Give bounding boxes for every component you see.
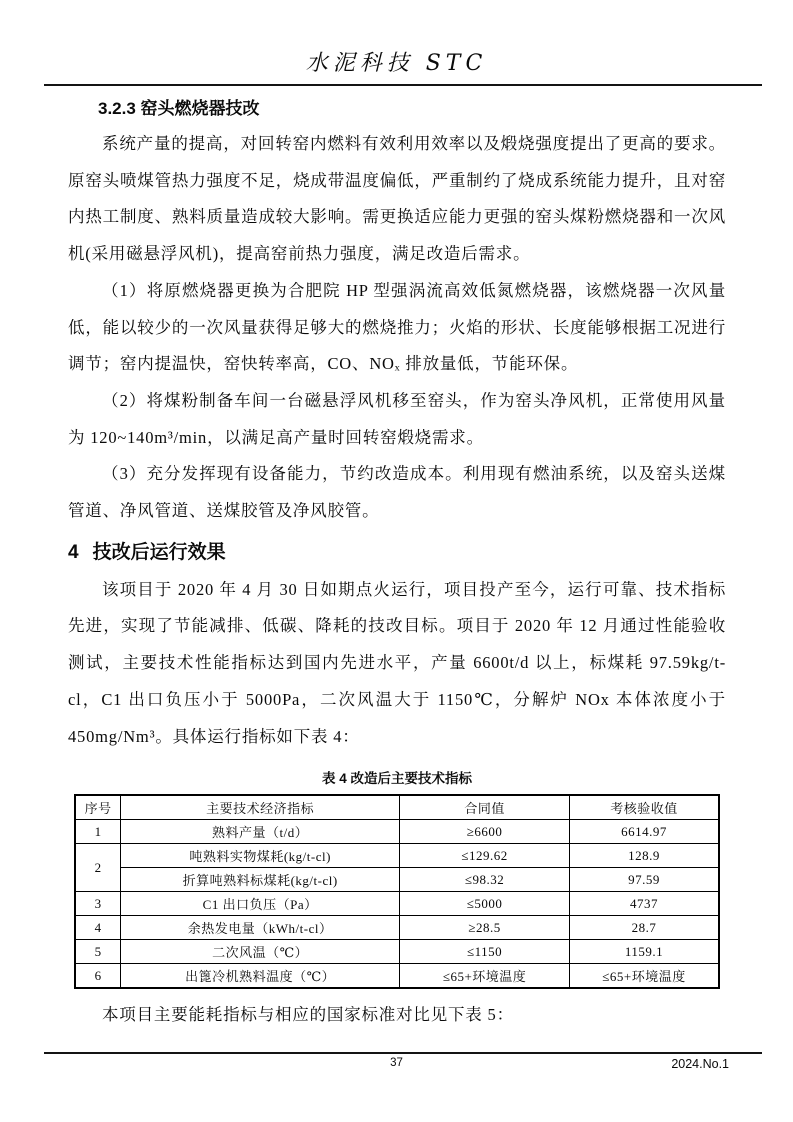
col-header-indicator: 主要技术经济指标 [121, 795, 400, 820]
cell-no: 6 [75, 964, 121, 989]
cell-contract: ≤1150 [400, 940, 570, 964]
paragraph-closing: 本项目主要能耗指标与相应的国家标准对比见下表 5： [102, 1005, 514, 1025]
table4-caption: 表 4 改造后主要技术指标 [321, 771, 472, 787]
cell-contract: ≤98.32 [400, 868, 570, 892]
cell-indicator: 折算吨熟料标煤耗(kg/t-cl) [121, 868, 400, 892]
table-row [75, 964, 719, 989]
cell-assessed: 28.7 [570, 916, 719, 940]
cell-indicator: 二次风温（℃） [121, 940, 400, 964]
cell-indicator: C1 出口负压（Pa） [121, 892, 400, 916]
cell-assessed: 4737 [570, 892, 719, 916]
paragraph-item-3: （3）充分发挥现有设备能力，节约改造成本。利用现有燃油系统，以及窑头送煤管道、净风管道、送煤胶管及净风胶管。 [68, 464, 726, 521]
col-header-serial: 序号 [75, 795, 121, 820]
cell-indicator: 熟料产量（t/d） [121, 820, 400, 844]
section-4-number: 4 [68, 541, 79, 563]
table-row [75, 940, 719, 964]
footer-rule [44, 1052, 762, 1054]
cell-assessed: 97.59 [570, 868, 719, 892]
table4-technical-indicators [74, 794, 720, 989]
issue-number: 2024.No.1 [671, 1057, 729, 1071]
cell-contract: ≥6600 [400, 820, 570, 844]
table-row [75, 844, 719, 868]
cell-no: 4 [75, 916, 121, 940]
cell-contract: ≥28.5 [400, 916, 570, 940]
section-heading-3-2-3: 3.2.3 窑头燃烧器技改 [98, 99, 260, 118]
cell-contract: ≤5000 [400, 892, 570, 916]
table-row [75, 916, 719, 940]
cell-assessed: ≤65+环境温度 [570, 964, 719, 989]
paragraph-item-1: （1）将原燃烧器更换为合肥院 HP 型强涡流高效低氮燃烧器，该燃烧器一次风量低，能以较少的一次风量获得足够大的燃烧推力；火焰的形状、长度能够根据工况进行调节；窑内提温快，窑快转率高，CO、NOₓ 排放量低，节能环保。 [68, 280, 726, 374]
header-rule [44, 84, 762, 86]
cell-assessed: 128.9 [570, 844, 719, 868]
cell-assessed: 1159.1 [570, 940, 719, 964]
cell-no: 5 [75, 940, 121, 964]
cell-assessed: 6614.97 [570, 820, 719, 844]
cell-indicator: 吨熟料实物煤耗(kg/t-cl) [121, 844, 400, 868]
table-header-row [75, 795, 719, 820]
col-header-contract: 合同值 [400, 795, 570, 820]
table-row [75, 820, 719, 844]
page-number: 37 [390, 1057, 403, 1069]
cell-contract: ≤65+环境温度 [400, 964, 570, 989]
paragraph-burner-intro: 系统产量的提高，对回转窑内燃料有效利用效率以及煅烧强度提出了更高的要求。原窑头喷煤管热力强度不足，烧成带温度偏低，严重制约了烧成系统能力提升，且对窑内热工制度、熟料质量造成较大影响。需更换适应能力更强的窑头煤粉燃烧器和一次风机(采用磁悬浮风机)，提高窑前热力强度，满足改造后需求。 [68, 134, 726, 264]
paragraph-operation-results: 该项目于 2020 年 4 月 30 日如期点火运行，项目投产至今，运行可靠、技术指标先进，实现了节能减排、低碳、降耗的技改目标。项目于 2020 年 12 月通过性能验收测试，主要技术性能指标达到国内先进水平，产量 6600t/d 以上，标煤耗 97.59kg/t-cl，C1 出口负压小于 5000Pa，二次风温大于 1150℃，分解炉 NOx 本体浓度小于 450mg/Nm³。具体运行指标如下表 4： [68, 579, 726, 746]
paragraph-item-2: （2）将煤粉制备车间一台磁悬浮风机移至窑头，作为窑头净风机，正常使用风量为 120~140m³/min，以满足高产量时回转窑煅烧需求。 [68, 390, 726, 447]
article-body [68, 92, 726, 1034]
section-heading-4 [68, 536, 726, 570]
cell-no: 1 [75, 820, 121, 844]
journal-header-title: 水泥科技 STC [305, 51, 488, 76]
table-row [75, 892, 719, 916]
table-row [75, 868, 719, 892]
cell-indicator: 余热发电量（kWh/t-cl） [121, 916, 400, 940]
cell-no-merged: 2 [75, 844, 121, 892]
section-4-title: 技改后运行效果 [92, 541, 226, 563]
cell-no: 3 [75, 892, 121, 916]
cell-indicator: 出篦冷机熟料温度（℃） [121, 964, 400, 989]
col-header-assessed: 考核验收值 [570, 795, 719, 820]
cell-contract: ≤129.62 [400, 844, 570, 868]
